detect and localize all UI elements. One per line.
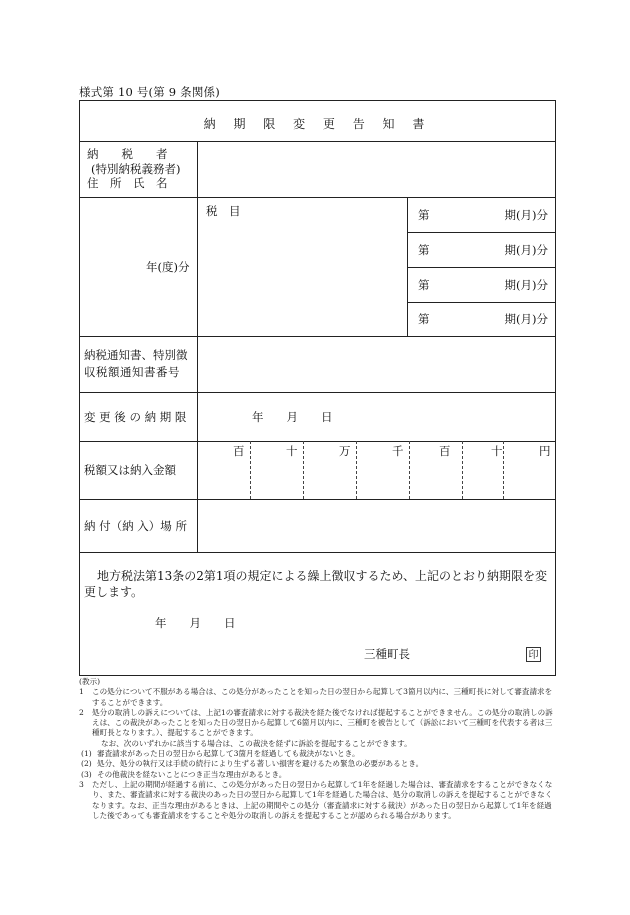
new-deadline-date[interactable]: 年 月 日 [252,410,333,424]
form-title: 納 期 限 変 更 告 知 書 [203,117,432,131]
teaching-notes [79,677,559,821]
period-second: 期(月)分 [504,312,548,326]
rule [407,302,555,303]
period-row [418,210,548,222]
teaching-item [79,687,559,708]
amount-unit: 万 [339,444,351,458]
teaching-heading: (教示) [79,677,101,686]
taxpayer-field[interactable] [199,143,553,195]
rule [197,141,198,552]
notice-number-field[interactable] [199,338,553,390]
subitem-text: 審査請求があった日の翌日から起算して3箇月を経過しても裁決がないとき。 [97,749,360,759]
dashed-rule [462,441,463,499]
new-deadline-label: 変 更 後 の 納 期 限 [84,410,187,424]
item-number: 3 [79,779,84,789]
period-first: 第 [418,243,430,257]
rule [407,267,555,268]
subitem-number: (1) [81,749,92,759]
subitem-number: (2) [81,759,92,769]
rule [80,499,555,500]
item-number: 1 [79,687,84,697]
issuer-name: 三種町長 [364,647,410,661]
notice-number-label-1: 納税通知書、特別徴 [84,348,188,362]
taxpayer-label-3: 住 所 氏 名 [87,176,168,190]
amount-unit: 十 [491,444,503,458]
amount-unit: 円 [539,444,551,458]
amount-unit: 千 [392,444,404,458]
dashed-rule [250,441,251,499]
period-row [418,245,548,257]
item-text: 処分の取消しの訴えについては、上記1の審査請求に対する裁決を経た後でなければ提起することができません。この処分の取消しの訴えは、この裁決があったことを知った日の翌日から起算して6箇月以内に、三種町を被告として（訴訟において三種町を代表する者は三種町長となります。）、提起することができます。 [92,707,553,738]
period-row [418,280,548,292]
period-second: 期(月)分 [504,208,548,222]
payment-place-label: 納 付（納 入）場 所 [84,519,187,533]
teaching-item [79,780,559,821]
amount-unit: 百 [233,444,245,458]
teaching-subitem [79,749,559,759]
rule [80,392,555,393]
payment-place-field[interactable] [199,501,553,550]
dashed-rule [503,441,504,499]
period-first: 第 [418,278,430,292]
subitem-text: その他裁決を経ないことにつき正当な理由があるとき。 [97,769,287,779]
subitem-number: (3) [81,769,92,779]
rule [407,197,408,336]
teaching-subitem [79,770,559,780]
notice-number-label [84,350,188,378]
amount-unit: 百 [439,444,451,458]
taxpayer-label [87,149,192,190]
taxpayer-label-1: 納 税 者 [87,147,168,161]
item-number: 2 [79,707,84,717]
dashed-rule [303,441,304,499]
rule [80,197,555,198]
rule [80,141,555,142]
rule [407,232,555,233]
period-second: 期(月)分 [504,278,548,292]
fiscal-year-label: 年(度)分 [146,260,190,274]
notice-date: 年 月 日 [155,616,236,630]
rule [80,441,555,442]
teaching-subitem [79,759,559,769]
subitem-text: 処分、処分の執行又は手続の続行により生ずる著しい損害を避けるため緊急の必要があるとき。 [97,759,424,769]
taxpayer-label-2: (特別納税義務者) [91,161,181,176]
notice-text: 地方税法第13条の2第1項の規定による繰上徴収するため、上記のとおり納期限を変更します。 [84,569,548,599]
amount-label: 税額又は納入金額 [84,463,176,477]
tax-item-label: 税 目 [206,204,241,218]
teaching-item-extra: なお、次のいずれかに該当する場合は、この裁決を経ずに訴訟を提起することができます。 [101,738,412,748]
dashed-rule [409,441,410,499]
item-text: ただし、上記の期間が経過する前に、この処分があった日の翌日から起算して1年を経過した場合は、審査請求をすることができなくなり、また、審査請求に対する裁決のあった日の翌日から起算して1年を経過した場合は、処分の取消しの訴えを提起することができなくなります。なお、正当な理由があるときは、上記の期間やこの処分（審査請求に対する裁決）があった日の翌日から起算して1年を経過した後であっても審査請求をすることや処分の取消しの訴えを提起することが認められる場合があります。 [92,779,553,820]
seal-stamp: 印 [526,647,541,662]
period-row [418,314,548,326]
rule [80,336,555,337]
period-first: 第 [418,208,430,222]
item-text: この処分について不服がある場合は、この処分があったことを知った日の翌日から起算して3箇月以内に、三種町長に対して審査請求をすることができます。 [92,687,553,707]
dashed-rule [356,441,357,499]
amount-unit: 十 [286,444,298,458]
period-second: 期(月)分 [504,243,548,257]
notice-form [79,100,556,676]
teaching-item [79,708,559,739]
rule [80,552,555,553]
form-number: 様式第 10 号(第 9 条関係) [79,85,220,99]
notice-number-label-2: 収税額通知書番号 [84,364,180,379]
period-first: 第 [418,312,430,326]
